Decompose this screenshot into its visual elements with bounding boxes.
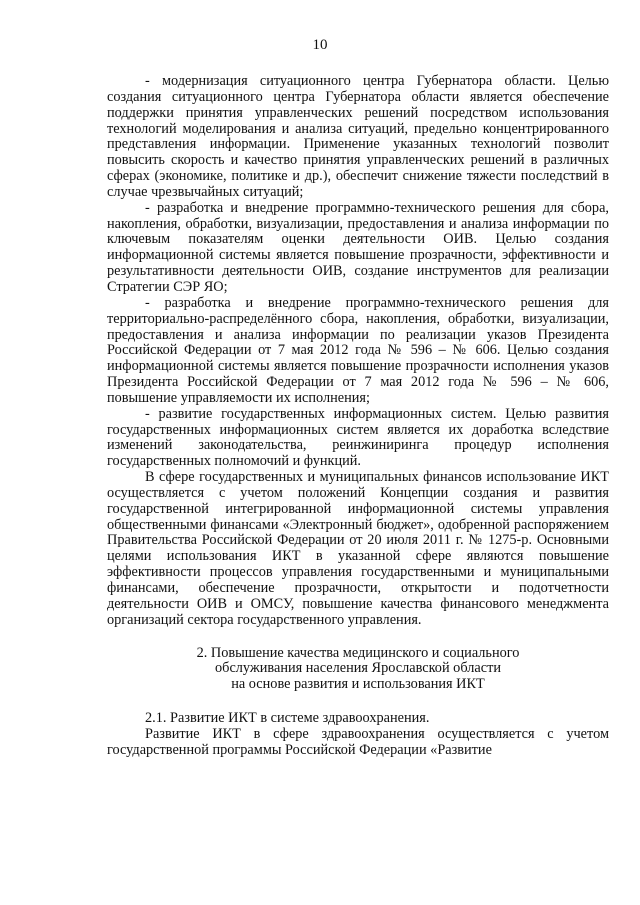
section-heading-line: обслуживания населения Ярославской области (215, 660, 501, 677)
section-heading-line: на основе развития и использования ИКТ (231, 676, 485, 693)
paragraph-situation-center: - модернизация ситуационного центра Губернатора области. Целью создания ситуационного центра Губернатора области является обеспечение поддержки принятия управленческих решений посредством использования технологий моделирования и анализа ситуаций, предельно концентрированного представления информации. Применение указанных технологий позволит повысить скорость и качество принятия управленческих решений в различных сферах (экономике, политике и др.), обеспечит снижение тяжести последствий в случае чрезвычайных ситуаций; (107, 73, 609, 200)
paragraph-oiv-indicators: - разработка и внедрение программно-технического решения для сбора, накопления, обработки, визуализации, предоставления и анализа информации по ключевым показателям оценки деятельности ОИВ. Целью создания информационной системы является повышение прозрачности, эффективности и результативности деятельности ОИВ, создание инструментов для реализации Стратегии СЭР ЯО; (107, 199, 609, 295)
section-heading (107, 646, 609, 694)
paragraph-healthcare: Развитие ИКТ в сфере здравоохранения осуществляется с учетом государственной программы Российской Федерации «Развитие (107, 725, 609, 758)
paragraph-state-info-systems: - развитие государственных информационных систем. Целью развития государственных информационных систем является их доработка вследствие изменений законодательства, реинжиниринга процедур исполнения государственных полномочий и функций. (107, 405, 609, 470)
paragraph-public-finance: В сфере государственных и муниципальных финансов использование ИКТ осуществляется с учетом положений Концепции создания и развития государственной интегрированной информационной системы управления общественными финансами «Электронный бюджет», одобренной распоряжением Правительства Российской Федерации от 20 июля 2011 г. № 1275-р. Основными целями использования ИКТ в указанной сфере являются повышение эффективности процессов управления государственными и муниципальными финансами, обеспечение прозрачности, открытости и подотчетности деятельности ОИВ и ОМСУ, повышение качества финансового менеджмента организаций сектора государственного управления. (107, 469, 609, 628)
body-text (107, 74, 609, 759)
paragraph-presidential-decrees: - разработка и внедрение программно-технического решения для территориально-распределённого сбора, накопления, обработки, визуализации, предоставления и анализа информации по реализации указов Президента Российской Федерации от 7 мая 2012 года № 596 – № 606. Целью создания информационной системы является повышение прозрачности исполнения указов Президента Российской Федерации от 7 мая 2012 года № 596 – № 606, повышение управляемости их исполнения; (107, 294, 609, 406)
section-heading-line: 2. Повышение качества медицинского и социального (196, 644, 520, 661)
page-number: 10 (312, 37, 328, 53)
subsection-title: 2.1. Развитие ИКТ в системе здравоохранения. (145, 710, 430, 727)
